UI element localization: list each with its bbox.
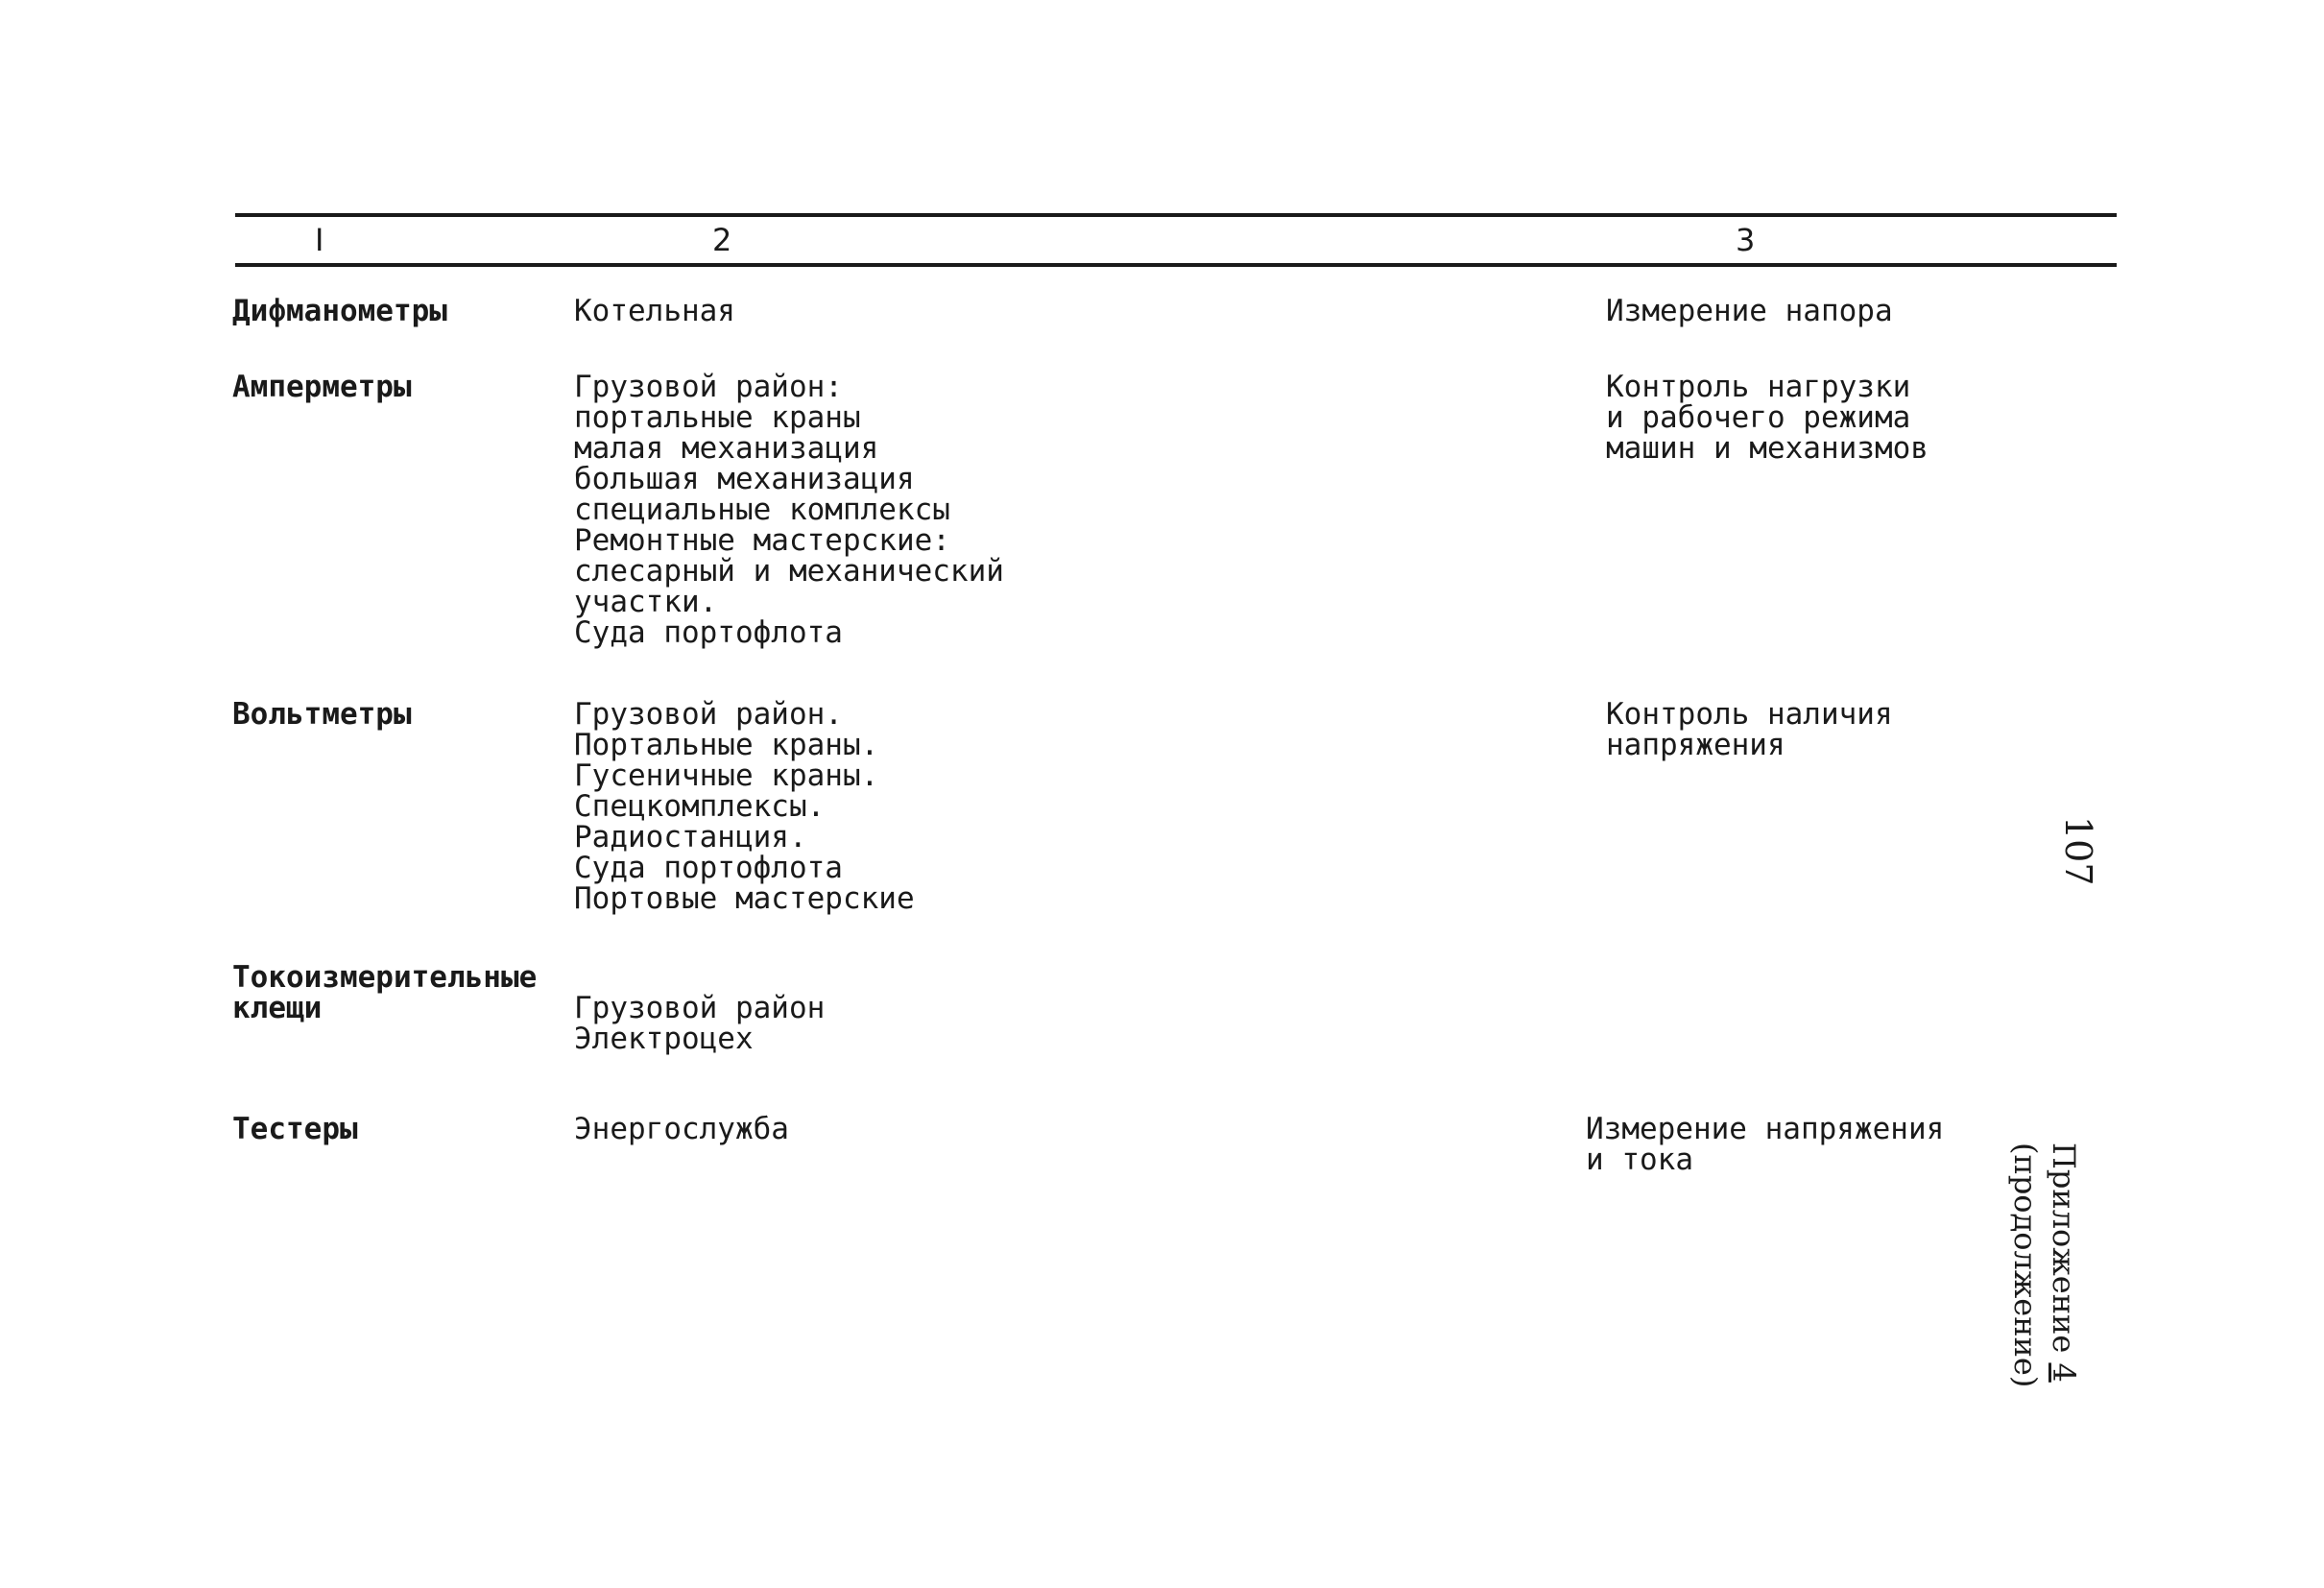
column-number-1: I [315, 222, 324, 258]
row-5-purpose-line: и тока [1586, 1143, 1693, 1177]
row-1-instrument [232, 296, 447, 326]
row-3-location-line: Суда портофлота [574, 851, 843, 885]
row-1-purpose [1606, 296, 1893, 326]
row-1-instrument-line: Дифманометры [232, 294, 447, 328]
appendix-number: 4 [2046, 1362, 2082, 1383]
row-4-instrument-line: Токоизмерительные [232, 960, 538, 995]
row-4-location-line: Грузовой район [574, 991, 826, 1025]
row-3-location-line: Гусеничные краны. [574, 758, 879, 793]
row-2-purpose-line: Контроль нагрузки [1606, 370, 1911, 404]
row-2-location [574, 372, 1004, 648]
row-2-location-line: участки. [574, 585, 718, 619]
row-4-location-line: Электроцех [574, 1022, 754, 1056]
row-2-location-line: большая механизация [574, 462, 915, 496]
row-5-purpose [1586, 1114, 1944, 1175]
row-4-instrument [232, 962, 537, 1023]
row-2-location-line: Ремонтные мастерские: [574, 523, 950, 558]
row-2-purpose-line: машин и механизмов [1606, 431, 1929, 466]
table-header-rule [235, 263, 2117, 267]
appendix-title [2047, 1143, 2081, 1383]
page-number: 107 [2057, 816, 2099, 886]
row-1-purpose-line: Измерение напора [1606, 294, 1893, 328]
row-5-location-line: Энергослужба [574, 1112, 789, 1146]
row-3-location-line: Радиостанция. [574, 820, 807, 854]
row-3-instrument [232, 699, 412, 730]
row-2-purpose [1606, 372, 1929, 464]
appendix-label [2006, 1143, 2083, 1402]
row-3-location-line: Спецкомплексы. [574, 789, 826, 824]
row-2-instrument [232, 372, 412, 402]
row-4-location [574, 993, 825, 1054]
row-5-instrument-line: Тестеры [232, 1112, 358, 1146]
row-2-location-line: Суда портофлота [574, 615, 843, 650]
row-3-location-line: Портовые мастерские [574, 881, 915, 916]
row-3-location-line: Портальные краны. [574, 728, 879, 762]
row-2-location-line: Грузовой район: [574, 370, 843, 404]
row-3-location [574, 699, 915, 914]
row-2-location-line: портальные краны [574, 400, 861, 435]
row-1-location [574, 296, 735, 326]
column-number-2: 2 [712, 222, 732, 258]
table-top-rule [235, 213, 2117, 217]
row-5-purpose-line: Измерение напряжения [1586, 1112, 1945, 1146]
row-5-location [574, 1114, 789, 1144]
appendix-word: Приложение [2046, 1143, 2082, 1354]
row-3-purpose-line: Контроль наличия [1606, 697, 1893, 732]
row-2-location-line: малая механизация [574, 431, 879, 466]
row-4-instrument-line: клещи [232, 991, 323, 1025]
row-1-location-line: Котельная [574, 294, 735, 328]
row-3-instrument-line: Вольтметры [232, 697, 412, 732]
row-3-location-line: Грузовой район. [574, 697, 843, 732]
appendix-continuation: (продолжение) [2007, 1143, 2044, 1388]
row-3-purpose [1606, 699, 1893, 760]
row-2-instrument-line: Амперметры [232, 370, 412, 404]
row-2-purpose-line: и рабочего режима [1606, 400, 1911, 435]
row-5-instrument [232, 1114, 358, 1144]
row-3-purpose-line: напряжения [1606, 728, 1785, 762]
column-number-3: 3 [1736, 222, 1756, 258]
row-2-location-line: специальные комплексы [574, 493, 950, 527]
row-2-location-line: слесарный и механический [574, 554, 1004, 589]
